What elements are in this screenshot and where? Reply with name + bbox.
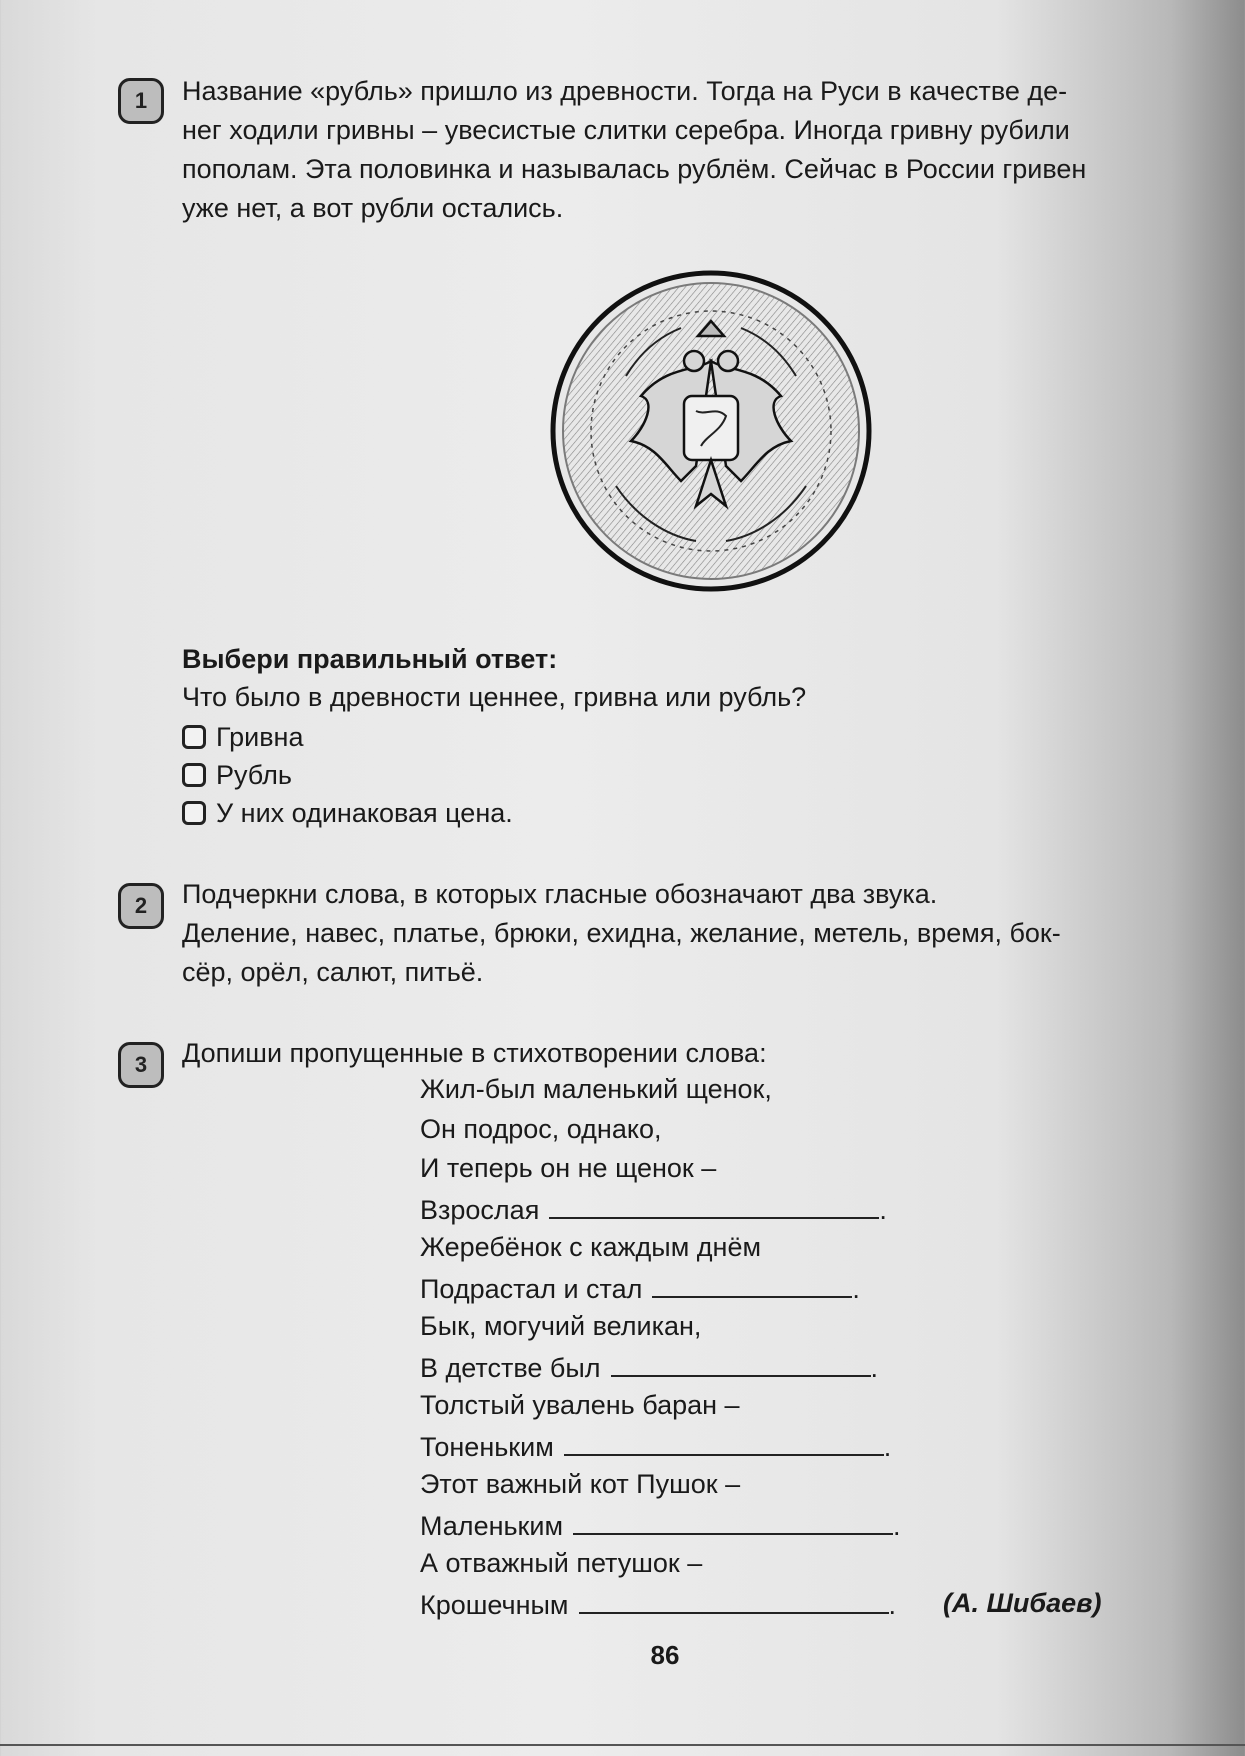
page-bottom-edge <box>0 1744 1245 1746</box>
poem-line-text: Крошечным <box>420 1589 569 1620</box>
poem-line-text: Жеребёнок с каждым днём <box>420 1232 762 1262</box>
poem-line-text: Подрастал и стал <box>420 1273 643 1304</box>
poem-line-period: . <box>879 1194 887 1225</box>
option-same-price[interactable] <box>182 796 513 830</box>
poem-line <box>420 1428 891 1464</box>
poem-line-text: А отважный петушок – <box>420 1548 703 1578</box>
poem-line <box>420 1191 887 1227</box>
task-1-text <box>182 72 1222 228</box>
task-1-line-3: пополам. Эта половинка и называлась рублём. Сейчас в России гривен <box>182 154 1087 184</box>
option-grivna[interactable] <box>182 720 303 754</box>
ruble-coin-illustration <box>546 266 876 596</box>
poem-line <box>420 1072 772 1106</box>
task-2-line-2: Деление, навес, платье, брюки, ехидна, желание, метель, время, бок- <box>182 918 1061 948</box>
poem-line-text: Бык, могучий великан, <box>420 1311 702 1341</box>
poem-line <box>420 1309 701 1343</box>
poem-line-text: Взрослая <box>420 1194 540 1225</box>
task-3-instruction: Допиши пропущенные в стихотворении слова: <box>182 1038 767 1068</box>
answer-blank-line[interactable] <box>611 1349 871 1377</box>
task-number-1-badge: 1 <box>118 78 164 124</box>
task-number-2-badge: 2 <box>118 883 164 929</box>
checkbox-same-price[interactable] <box>182 801 206 825</box>
poem-line <box>420 1507 901 1543</box>
poem-line-text: Этот важный кот Пушок – <box>420 1469 741 1499</box>
poem-line <box>420 1467 740 1501</box>
poem-line <box>420 1586 896 1622</box>
option-ruble-label: Рубль <box>216 760 292 790</box>
task-1-line-1: Название «рубль» пришло из древности. Тогда на Руси в качестве де- <box>182 76 1068 106</box>
checkbox-ruble[interactable] <box>182 763 206 787</box>
poem-line-text: Толстый увалень баран – <box>420 1390 740 1420</box>
poem-line-text: Тоненьким <box>420 1431 554 1462</box>
poem-line-period: . <box>883 1431 892 1462</box>
poem-line <box>420 1112 661 1146</box>
option-same-price-label: У них одинаковая цена. <box>216 798 513 828</box>
answer-blank-line[interactable] <box>579 1586 889 1614</box>
poem-line <box>420 1270 860 1306</box>
poem-line-period: . <box>852 1273 860 1304</box>
page-number: 86 <box>650 1640 680 1670</box>
answer-blank-line[interactable] <box>564 1428 884 1456</box>
poem-line-period: . <box>870 1352 879 1383</box>
poem-line-text: Маленьким <box>420 1510 564 1541</box>
task-1-instruction: Выбери правильный ответ: <box>182 644 558 674</box>
answer-blank-line[interactable] <box>573 1507 893 1535</box>
answer-blank-line[interactable] <box>549 1191 879 1219</box>
task-2-line-1: Подчеркни слова, в которых гласные обозначают два звука. <box>182 879 938 909</box>
poem-line <box>420 1546 702 1580</box>
poem-line <box>420 1349 878 1385</box>
poem-line <box>420 1230 761 1264</box>
task-2-line-3: сёр, орёл, салют, питьё. <box>182 957 484 987</box>
task-1-line-2: нег ходили гривны – увесистые слитки серебра. Иногда гривну рубили <box>182 115 1070 145</box>
coin-image <box>546 266 876 596</box>
poem-line-text: Жил-был маленький щенок, <box>420 1074 772 1104</box>
answer-blank-line[interactable] <box>652 1270 852 1298</box>
task-1-question: Что было в древности ценнее, гривна или рубль? <box>182 682 807 712</box>
poem-line-text: В детстве был <box>420 1352 601 1383</box>
option-ruble[interactable] <box>182 758 292 792</box>
poem-line-text: Он подрос, однако, <box>420 1113 662 1144</box>
option-grivna-label: Гривна <box>216 722 304 752</box>
poem-line <box>420 1388 740 1422</box>
poem-author: (А. Шибаев) <box>943 1588 1102 1618</box>
task-number-3-badge: 3 <box>118 1042 164 1088</box>
checkbox-grivna[interactable] <box>182 725 206 749</box>
task-2-text <box>182 875 1222 992</box>
poem-line <box>420 1151 716 1185</box>
poem-line-text: И теперь он не щенок – <box>420 1153 717 1183</box>
task-1-line-4: уже нет, а вот рубли остались. <box>182 193 564 223</box>
poem-line-period: . <box>888 1589 897 1620</box>
poem-line-period: . <box>893 1510 901 1541</box>
